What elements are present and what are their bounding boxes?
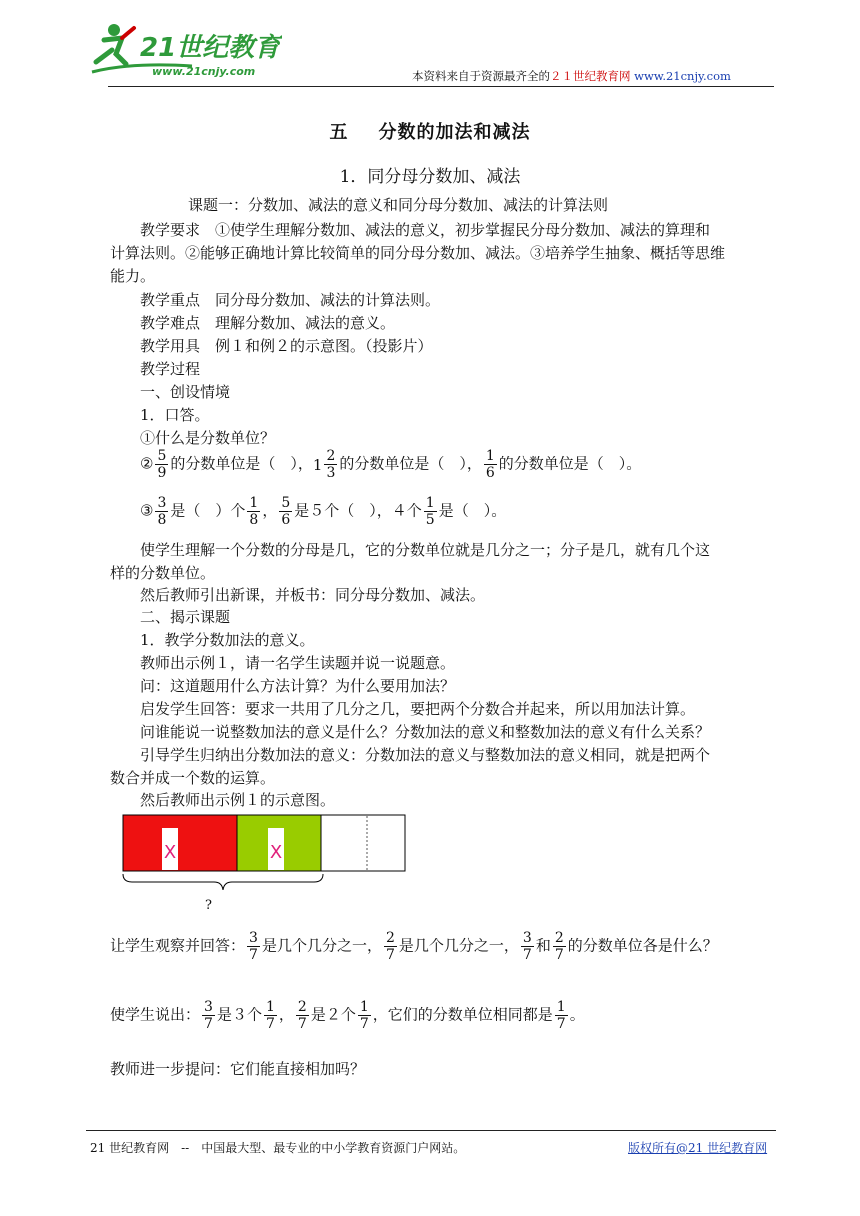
fraction: $\frac{3}{8}$ bbox=[157, 495, 167, 528]
chapter-name: 分数的加法和减法 bbox=[378, 122, 531, 143]
inspire-line: 启发学生回答：要求一共用了几分之几，要把两个分数合并起来，所以用加法计算。 bbox=[140, 700, 696, 718]
fraction: $\frac{1}{7}$ bbox=[359, 999, 369, 1032]
fraction: $\frac{1}{7}$ bbox=[265, 999, 275, 1032]
further-question: 教师进一步提问：它们能直接相加吗？ bbox=[110, 1060, 366, 1078]
x-mark: X bbox=[163, 842, 177, 863]
meaning-heading: 1．教学分数加法的意义。 bbox=[140, 631, 315, 649]
explain-line-1: 使学生理解一个分数的分母是几，它的分数单位就是几分之一；分子是几，就有几个这 bbox=[140, 541, 711, 559]
x-mark: X bbox=[269, 842, 283, 863]
logo-text: 21世纪教育 bbox=[140, 33, 281, 63]
teaching-tools: 教学用具 例１和例２的示意图。（投影片） bbox=[140, 337, 433, 355]
source-site[interactable]: ２１世纪教育网 bbox=[550, 69, 631, 83]
observe-line: 让学生观察并回答： $\frac{3}{7}$ 是几个几分之一， $\frac{2}{7}$ 是几个几分之一， $\frac{3}{7}$ 和 $\frac{2}{7}$ 的分数单位各是什么？ bbox=[110, 930, 718, 963]
requirement-line-2: 计算法则。②能够正确地计算比较简单的同分母分数加、减法。③培养学生抽象、概括等思维 bbox=[110, 244, 726, 262]
brace bbox=[122, 872, 324, 892]
source-url[interactable]: www.21cnjy.com bbox=[634, 69, 731, 83]
section-2-heading: 二、揭示课题 bbox=[140, 608, 231, 626]
fraction: $\frac{5}{6}$ bbox=[281, 495, 291, 528]
teaching-process: 教学过程 bbox=[140, 360, 201, 378]
fraction: $\frac{1}{7}$ bbox=[556, 999, 566, 1032]
fraction: $\frac{5}{9}$ bbox=[157, 448, 167, 481]
fraction: $\frac{2}{7}$ bbox=[297, 999, 307, 1032]
question-3: ③ $\frac{3}{8}$ 是（ ）个 $\frac{1}{8}$ ， $\frac{5}{6}$ 是５个（ ），４个 $\frac{1}{5}$ 是（ ）。 bbox=[140, 495, 507, 528]
say-line: 使学生说出： $\frac{3}{7}$ 是３个 $\frac{1}{7}$ ， $\frac{2}{7}$ 是２个 $\frac{1}{7}$ ，它们的分数单位相同都是 $\frac{1}{7}$ 。 bbox=[110, 999, 585, 1032]
source-prefix: 本资料来自于资源最齐全的 bbox=[412, 69, 550, 83]
site-logo bbox=[82, 18, 282, 84]
fraction: $\frac{3}{7}$ bbox=[522, 930, 532, 963]
header-rule bbox=[108, 86, 774, 87]
fraction: $\frac{2}{7}$ bbox=[385, 930, 395, 963]
guide-line-1: 引导学生归纳出分数加法的意义：分数加法的意义与整数加法的意义相同，就是把两个 bbox=[140, 746, 711, 764]
fraction: $\frac{2}{7}$ bbox=[554, 930, 564, 963]
oral-heading: 1．口答。 bbox=[140, 406, 210, 424]
section-title: 1．同分母分数加、减法 bbox=[339, 167, 521, 187]
show-diagram-line: 然后教师出示例１的示意图。 bbox=[140, 791, 336, 809]
fraction: $\frac{1}{6}$ bbox=[485, 448, 495, 481]
empty-segment bbox=[321, 815, 405, 871]
question-mark: ? bbox=[205, 898, 212, 913]
ask-line-2: 问谁能说一说整数加法的意义是什么？分数加法的意义和整数加法的意义有什么关系？ bbox=[140, 723, 711, 741]
new-lesson: 然后教师引出新课，并板书：同分母分数加、减法。 bbox=[140, 586, 486, 604]
fraction: $\frac{1}{8}$ bbox=[249, 495, 259, 528]
footer-text: 21 世纪教育网 -- 中国最大型、最专业的中小学教育资源门户网站。 bbox=[90, 1141, 466, 1155]
ask-line: 问：这道题用什么方法计算？为什么要用加法？ bbox=[140, 677, 456, 695]
teaching-focus: 教学重点 同分母分数加、减法的计算法则。 bbox=[140, 291, 441, 309]
source-note bbox=[412, 68, 731, 84]
chapter-title bbox=[0, 118, 860, 144]
red-segment bbox=[123, 815, 237, 871]
example-line: 教师出示例１，请一名学生读题并说一说题意。 bbox=[140, 654, 456, 672]
fraction: $\frac{1}{5}$ bbox=[425, 495, 435, 528]
chapter-number: 五 bbox=[329, 122, 349, 143]
question-1: ①什么是分数单位？ bbox=[140, 429, 276, 447]
requirement-line-1: 教学要求 ①使学生理解分数加、减法的意义，初步掌握民分母分数加、减法的算理和 bbox=[140, 221, 711, 239]
footer-rule bbox=[86, 1130, 776, 1131]
fraction: $\frac{2}{3}$ bbox=[326, 448, 336, 481]
fraction: $\frac{3}{7}$ bbox=[204, 999, 213, 1032]
guide-line-2: 数合并成一个数的运算。 bbox=[110, 769, 276, 787]
explain-line-2: 样的分数单位。 bbox=[110, 564, 216, 582]
fraction: $\frac{3}{7}$ bbox=[249, 930, 258, 963]
course-title: 课题一：分数加、减法的意义和同分母分数加、减法的计算法则 bbox=[188, 196, 609, 214]
teaching-difficulty: 教学难点 理解分数加、减法的意义。 bbox=[140, 314, 396, 332]
example-1-diagram bbox=[122, 814, 406, 872]
question-2: ② $\frac{5}{9}$ 的分数单位是（ ），1 $\frac{2}{3}$ 的分数单位是（ ）， $\frac{1}{6}$ 的分数单位是（ ）。 bbox=[140, 448, 642, 481]
logo-url: www.21cnjy.com bbox=[152, 65, 256, 78]
copyright-link[interactable]: 版权所有@21 世纪教育网 bbox=[628, 1141, 768, 1155]
section-1-heading: 一、创设情境 bbox=[140, 383, 231, 401]
requirement-line-3: 能力。 bbox=[110, 267, 156, 285]
